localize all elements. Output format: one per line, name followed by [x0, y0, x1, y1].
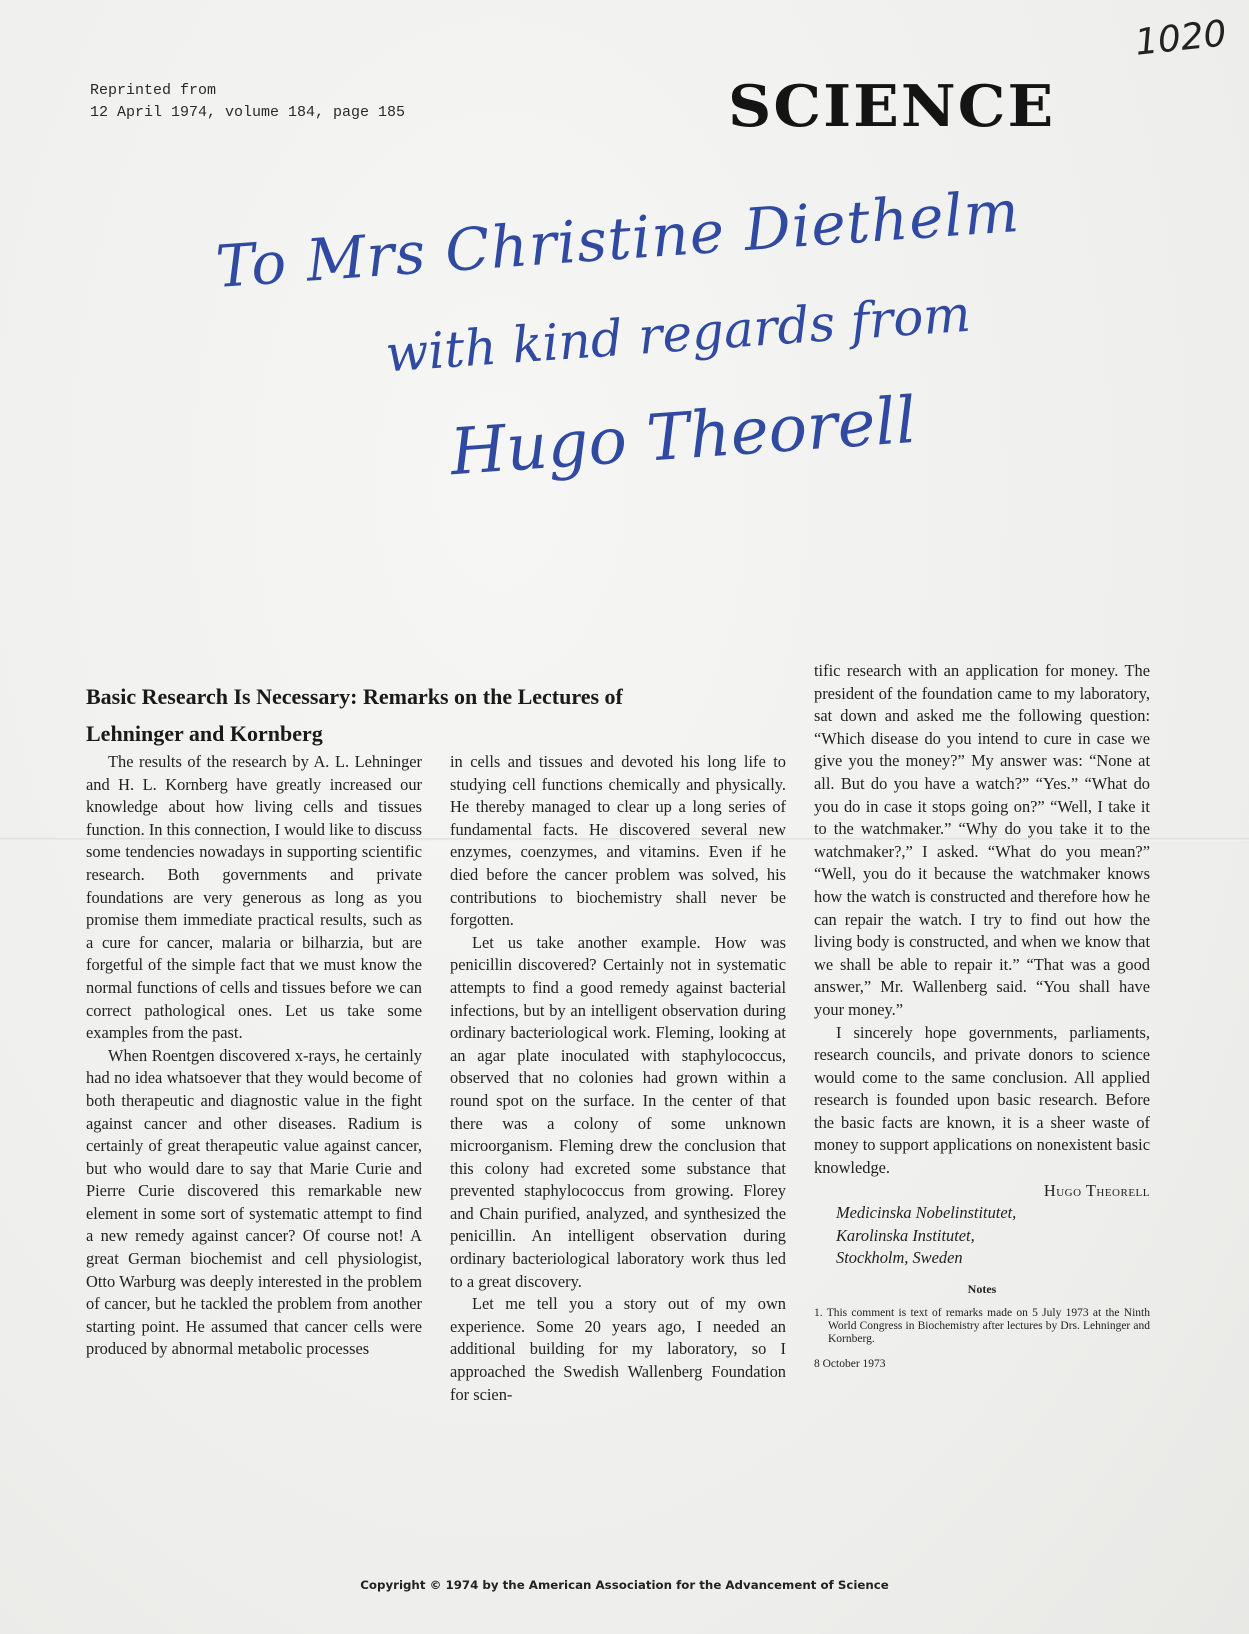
article-title: Basic Research Is Necessary: Remarks on the Lectures of Lehninger and Kornberg	[86, 683, 623, 746]
author-name: Hugo Theorell	[1043, 1180, 1150, 1200]
article-column-1	[86, 751, 422, 1361]
paragraph: in cells and tissues and devoted his long life to studying cell functions chemically and physically. He thereby managed to clear up a long series of fundamental facts. He discovered several new enzymes, coenzymes, and vitamins. Even if he died before the cancer problem was solved, his contributions to biochemistry shall never be forgotten.	[450, 752, 786, 930]
affiliation-line: Stockholm, Sweden	[836, 1248, 963, 1268]
article-column-3	[814, 660, 1150, 1375]
affiliation-line: Karolinska Institutet,	[836, 1225, 975, 1245]
paragraph: When Roentgen discovered x-rays, he certainly had no idea whatsoever that they would become of both therapeutic and diagnostic value in the fight against cancer and other diseases. Radium is certainly of great therapeutic value against cancer, but who would dare to say that Marie Curie and Pierre Curie discovered this remarkable new element in some sort of systematic attempt to find a new remedy against cancer? Of course not! A great German biochemist and cell physiologist, Otto Warburg was deeply interested in the problem of cancer, but he tackled the problem from another starting point. He assumed that cancer cells were produced by abnormal metabolic processes	[86, 1045, 422, 1359]
copyright-notice: Copyright © 1974 by the American Association for the Advancement of Science	[360, 1578, 889, 1592]
paragraph: I sincerely hope governments, parliaments, research councils, and private donors to science would come to the same conclusion. All applied research is founded upon basic research. Before the basic facts are known, it is a sheer waste of money to support applications on nonexistent basic knowledge.	[814, 1022, 1150, 1178]
reprint-info	[90, 80, 405, 124]
handwritten-dedication: To Mrs Christine Diethelm	[213, 176, 1022, 302]
footnote: 1. This comment is text of remarks made on 5 July 1973 at the Ninth World Congress in Biochemistry after lectures by Drs. Lehninger and Kornberg.	[814, 1306, 1150, 1345]
paragraph: Let us take another example. How was penicillin discovered? Certainly not in systematic attempts to find a good remedy against bacterial infections, but by an intelligent observation during ordinary bacteriological work. Fleming, looking at an agar plate inoculated with staphylococcus, observed that no colonies had grown within a round spot on the surface. In the center of that there was a colony of some unknown microorganism. Fleming drew the conclusion that this colony had excreted some substance that prevented staphylococcus from growing. Florey and Chain purified, analyzed, and synthesized the penicillin. An intelligent observation during ordinary bacteriological laboratory work thus led to a great discovery.	[450, 932, 786, 1291]
paragraph: The results of the research by A. L. Lehninger and H. L. Kornberg have greatly increased our knowledge about how living cells and tissues function. In this connection, I would like to discuss some tendencies nowadays in supporting scientific research. Both governments and private foundations are very generous as long as you promise them immediate practical results, such as a cure for cancer, malaria or bilharzia, but are forgetful of the simple fact that we must know the normal functions of cells and tissues before we can correct pathological ones. Let us take some examples from the past.	[86, 752, 422, 1043]
article-column-2	[450, 751, 786, 1406]
handwritten-signature: Hugo Theorell	[447, 383, 919, 491]
reprint-line-1: Reprinted from	[90, 82, 217, 99]
affiliation-line: Medicinska Nobelinstitutet,	[836, 1203, 1017, 1223]
received-date: 8 October 1973	[814, 1357, 886, 1370]
handwritten-catalog-number: 1020	[1133, 13, 1229, 64]
notes-heading: Notes	[967, 1282, 997, 1297]
reprint-citation: 12 April 1974, volume 184, page 185	[90, 104, 406, 121]
paragraph: tific research with an application for money. The president of the foundation came to my laboratory, sat down and asked me the following question: “Which disease do you intend to cure in case we give you the money?” My answer was: “None at all. But do you have a watch?” “Yes.” “What do you do in case it stops going on?” “Well, I take it to the watchmaker.” “Why do you take it to the watchmaker?,” I asked. “What do you mean?” “Well, you do it because the watchmaker knows how the watch is constructed and therefore how he can repair the watch. I try to find out how the living body is constructed, and when we know that we shall be able to repair it.” “That was a good answer,” Mr. Wallenberg said. “You shall have your money.”	[814, 661, 1150, 1019]
handwritten-regards: with kind regards from	[383, 284, 973, 384]
journal-masthead: SCIENCE	[728, 73, 1056, 141]
paragraph: Let me tell you a story out of my own experience. Some 20 years ago, I needed an additional building for my laboratory, so I approached the Swedish Wallenberg Foundation for scien-	[450, 1294, 786, 1404]
